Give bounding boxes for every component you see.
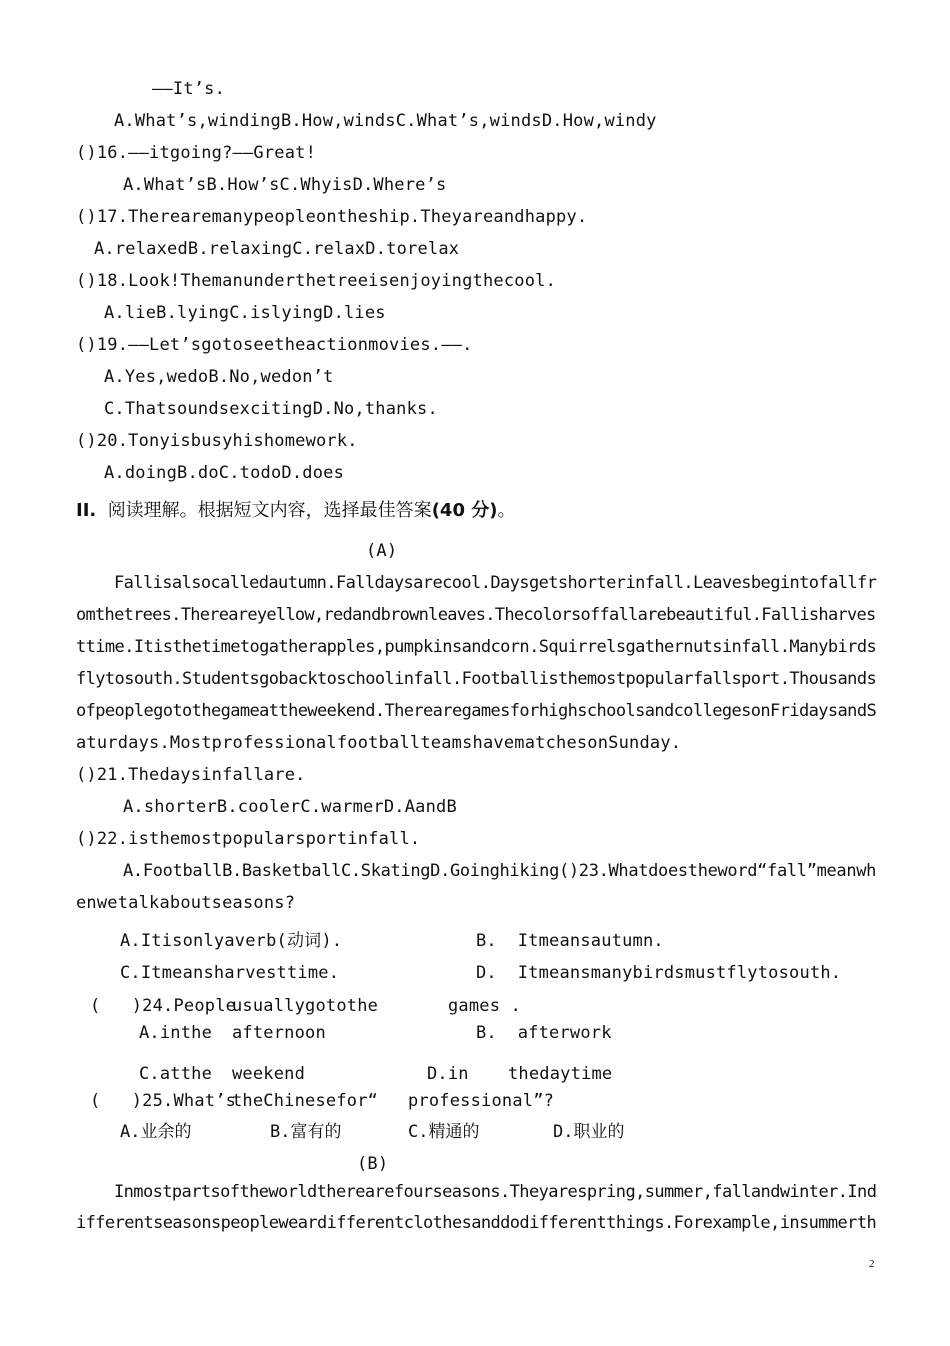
- section-score: (40 分): [431, 500, 498, 521]
- section-heading: [76, 501, 515, 521]
- passage-b-line: Inmostpartsoftheworldtherearefourseasons.Theyarespring,summer,fallandwinter.Ind: [114, 1182, 877, 1202]
- passage-a-line: aturdays.MostprofessionalfootballteamshavematchesonSunday.: [76, 733, 682, 753]
- q18-stem: ()18.Look!Themanunderthetreeisenjoyingthecool.: [76, 271, 557, 291]
- q23-option-c: C.Itmeansharvesttime.: [120, 963, 340, 983]
- q16-options: A.What’sB.How’sC.WhyisD.Where’s: [123, 175, 447, 195]
- q20-stem: ()20.Tonyisbusyhishomework.: [76, 431, 358, 451]
- q21-options: A.shorterB.coolerC.warmerD.AandB: [123, 797, 457, 817]
- q23-stem-continued: enwetalkaboutseasons?: [76, 893, 296, 913]
- passage-a-line: Fallisalsocalledautumn.Falldaysarecool.Daysgetshorterinfall.Leavesbegintofallfr: [114, 573, 877, 593]
- q25-option-a: A.业余的: [120, 1122, 192, 1142]
- q25-stem-part3: professional”?: [408, 1091, 555, 1111]
- passage-a-line: omthetrees.Thereareyellow,redandbrownleaves.Thecolorsoffallarebeautiful.Fallisharves: [76, 605, 876, 625]
- q17-options: A.relaxedB.relaxingC.relaxD.torelax: [94, 239, 460, 259]
- q20-options: A.doingB.doC.todoD.does: [104, 463, 345, 483]
- section-instruction: 阅读理解。根据短文内容，选择最佳答案: [107, 500, 432, 521]
- q24-stem-part2: usuallygotothe: [232, 996, 379, 1016]
- section-number: II.: [76, 500, 97, 521]
- q24-option-c2: weekend: [232, 1064, 306, 1084]
- q25-option-d: D.职业的: [553, 1122, 625, 1142]
- q24-stem-part1: ( )24.People: [90, 996, 237, 1016]
- q22-options: A.FootballB.BasketballC.SkatingD.Goinghiking()23.Whatdoestheword“fall”meanwh: [123, 861, 877, 881]
- q17-stem: ()17.Therearemanypeopleontheship.Theyareandhappy.: [76, 207, 588, 227]
- q18-options: A.lieB.lyingC.islyingD.lies: [104, 303, 386, 323]
- passage-b-label: (B): [357, 1154, 389, 1174]
- q21-stem: ()21.Thedaysinfallare.: [76, 765, 306, 785]
- q19-options-cd: C.ThatsoundsexcitingD.No,thanks.: [104, 399, 438, 419]
- q23-option-b: B. Itmeansautumn.: [476, 931, 664, 951]
- passage-a-label: (A): [366, 541, 398, 561]
- q23-option-d: D. Itmeansmanybirdsmustflytosouth.: [476, 963, 842, 983]
- q24-option-c1: C.atthe: [139, 1064, 213, 1084]
- q24-option-a1: A.inthe: [139, 1023, 213, 1043]
- q16-stem: ()16.——itgoing?——Great!: [76, 143, 317, 163]
- q23-option-a: A.Itisonlyaverb(动词).: [120, 931, 343, 951]
- q15-answer-line: ——It’s.: [152, 79, 226, 99]
- page-number: 2: [869, 1258, 875, 1270]
- q19-options-ab: A.Yes,wedoB.No,wedon’t: [104, 367, 334, 387]
- section-end: 。: [497, 500, 516, 521]
- passage-a-line: ttime.Itisthetimetogatherapples,pumpkinsandcorn.Squirrelsgathernutsinfall.Manybirds: [76, 637, 877, 657]
- passage-a-line: ofpeoplegotothegameattheweekend.TherearegamesforhighschoolsandcollegesonFridaysandS: [76, 701, 877, 721]
- q25-stem-part1: ( )25.What’s: [90, 1091, 237, 1111]
- q24-option-d1: D.in: [427, 1064, 469, 1084]
- passage-b-line: ifferentseasonspeopleweardifferentclothesanddodifferentthings.Forexample,insummerth: [76, 1213, 877, 1233]
- passage-a-line: flytosouth.Studentsgobacktoschoolinfall.Footballisthemostpopularfallsport.Thousands: [76, 669, 877, 689]
- q25-option-c: C.精通的: [408, 1122, 480, 1142]
- q24-option-b: B. afterwork: [476, 1023, 612, 1043]
- q19-stem: ()19.——Let’sgotoseetheactionmovies.——.: [76, 335, 473, 355]
- q15-options: A.What’s,windingB.How,windsC.What’s,windsD.How,windy: [114, 111, 657, 131]
- q24-stem-part3: games .: [448, 996, 522, 1016]
- q24-option-d2: thedaytime: [508, 1064, 613, 1084]
- q25-stem-part2: theChinesefor“: [232, 1091, 379, 1111]
- q24-option-a2: afternoon: [232, 1023, 326, 1043]
- q25-option-b: B.富有的: [270, 1122, 342, 1142]
- q22-stem: ()22.isthemostpopularsportinfall.: [76, 829, 421, 849]
